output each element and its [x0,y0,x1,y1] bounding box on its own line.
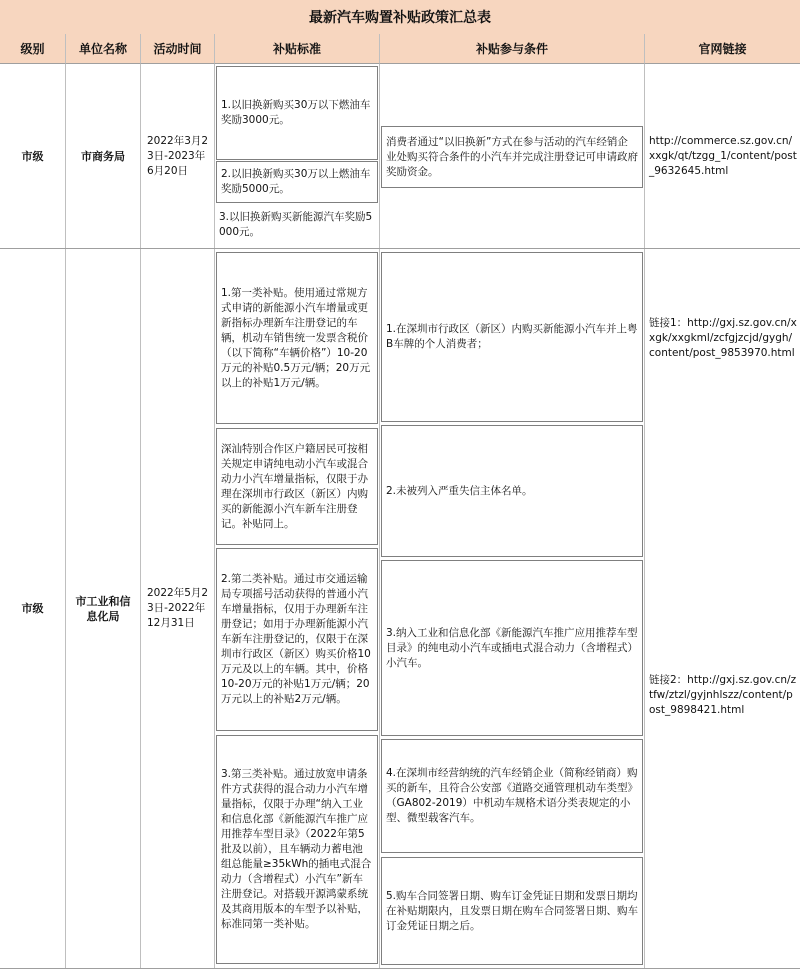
section1-standard-2: 2.以旧换新购买30万以上燃油车奖励5000元。 [216,161,378,203]
section2-standard-3: 2.第二类补贴。通过市交通运输局专项摇号活动获得的普通小汽车增量指标，仅用于办理新车注册登记；如用于办理新能源小汽车新车注册登记的，仅限于在深圳市行政区（新区）购买价格10万元及以上的车辆。其中，价格10-20万元的补贴1万元/辆；20万元以上的补贴2万元/辆。 [216,548,378,731]
section1-standard-1: 1.以旧换新购买30万以下燃油车奖励3000元。 [216,66,378,160]
section2-link-1[interactable]: 链接1：http://gxj.sz.gov.cn/xxgk/xxgkml/zcfgjzcjd/gygh/content/post_9853970.html [649,316,797,359]
section2-condition-4: 4.在深圳市经营纳统的汽车经销企业（简称经销商）购买的新车，且符合公安部《道路交通管理机动车类型》（GA802-2019）中机动车规格术语分类表规定的小型、微型载客汽车。 [381,739,643,853]
section1-level: 市级 [21,149,44,163]
header-standard: 补贴标准 [215,34,380,64]
header-period: 活动时间 [141,34,215,64]
header-website: 官网链接 [645,34,800,64]
header-conditions: 补贴参与条件 [380,34,645,64]
section2-link-2[interactable]: 链接2：http://gxj.sz.gov.cn/ztfw/ztzl/gyjnhlszz/content/post_9898421.html [649,673,797,716]
section2-standard-2: 深汕特别合作区户籍居民可按相关规定申请纯电动小汽车或混合动力小汽车增量指标，仅限于办理在深圳市行政区（新区）内购买的新能源小汽车新车注册登记。补贴同上。 [216,428,378,545]
header-unit: 单位名称 [66,34,141,64]
table-title: 最新汽车购置补贴政策汇总表 [0,0,800,35]
section1-standard-3: 3.以旧换新购买新能源汽车奖励5000元。 [219,211,373,238]
section2-level: 市级 [21,602,44,615]
section2-standard-4: 3.第三类补贴。通过放宽申请条件方式获得的混合动力小汽车增量指标，仅限于办理“纳入工业和信息化部《新能源汽车推广应用推荐车型目录》（2022年第5批及以前），且车辆动力蓄电池组总能量≥35kWh的插电式混合动力（含增程式）小汽车”新车注册登记。对搭载开源鸿蒙系统及其商用版本的车型予以补贴，标准同第一类补贴。 [216,735,378,964]
section1-condition: 消费者通过“以旧换新”方式在参与活动的汽车经销企业处购买符合条件的小汽车并完成注册登记可申请政府奖励资金。 [381,126,643,188]
section2-condition-5: 5.购车合同签署日期、购车订金凭证日期和发票日期均在补贴期限内，且发票日期在购车合同签署日期、购车订金凭证日期之后。 [381,857,643,965]
section1-unit: 市商务局 [81,149,125,163]
section2-unit: 市工业和信息化局 [75,594,131,623]
section2-condition-2: 2.未被列入严重失信主体名单。 [381,425,643,557]
section1-link[interactable]: http://commerce.sz.gov.cn/xxgk/qt/tzgg_1/content/post_9632645.html [649,134,797,177]
section2-period: 2022年5月23日-2022年12月31日 [147,587,209,629]
header-level: 级别 [0,34,66,64]
section2-condition-1: 1.在深圳市行政区（新区）内购买新能源小汽车并上粤B车牌的个人消费者； [381,252,643,422]
section2-condition-3: 3.纳入工业和信息化部《新能源汽车推广应用推荐车型目录》的纯电动小汽车或插电式混合动力（含增程式）小汽车。 [381,560,643,736]
section1-period: 2022年3月23日-2023年6月20日 [147,134,209,177]
section2-standard-1: 1.第一类补贴。使用通过常规方式申请的新能源小汽车增量或更新指标办理新车注册登记的车辆，机动车销售统一发票含税价（以下简称“车辆价格”）10-20万元的补贴0.5万元/辆；20万元以上的补贴1万元/辆。 [216,252,378,424]
